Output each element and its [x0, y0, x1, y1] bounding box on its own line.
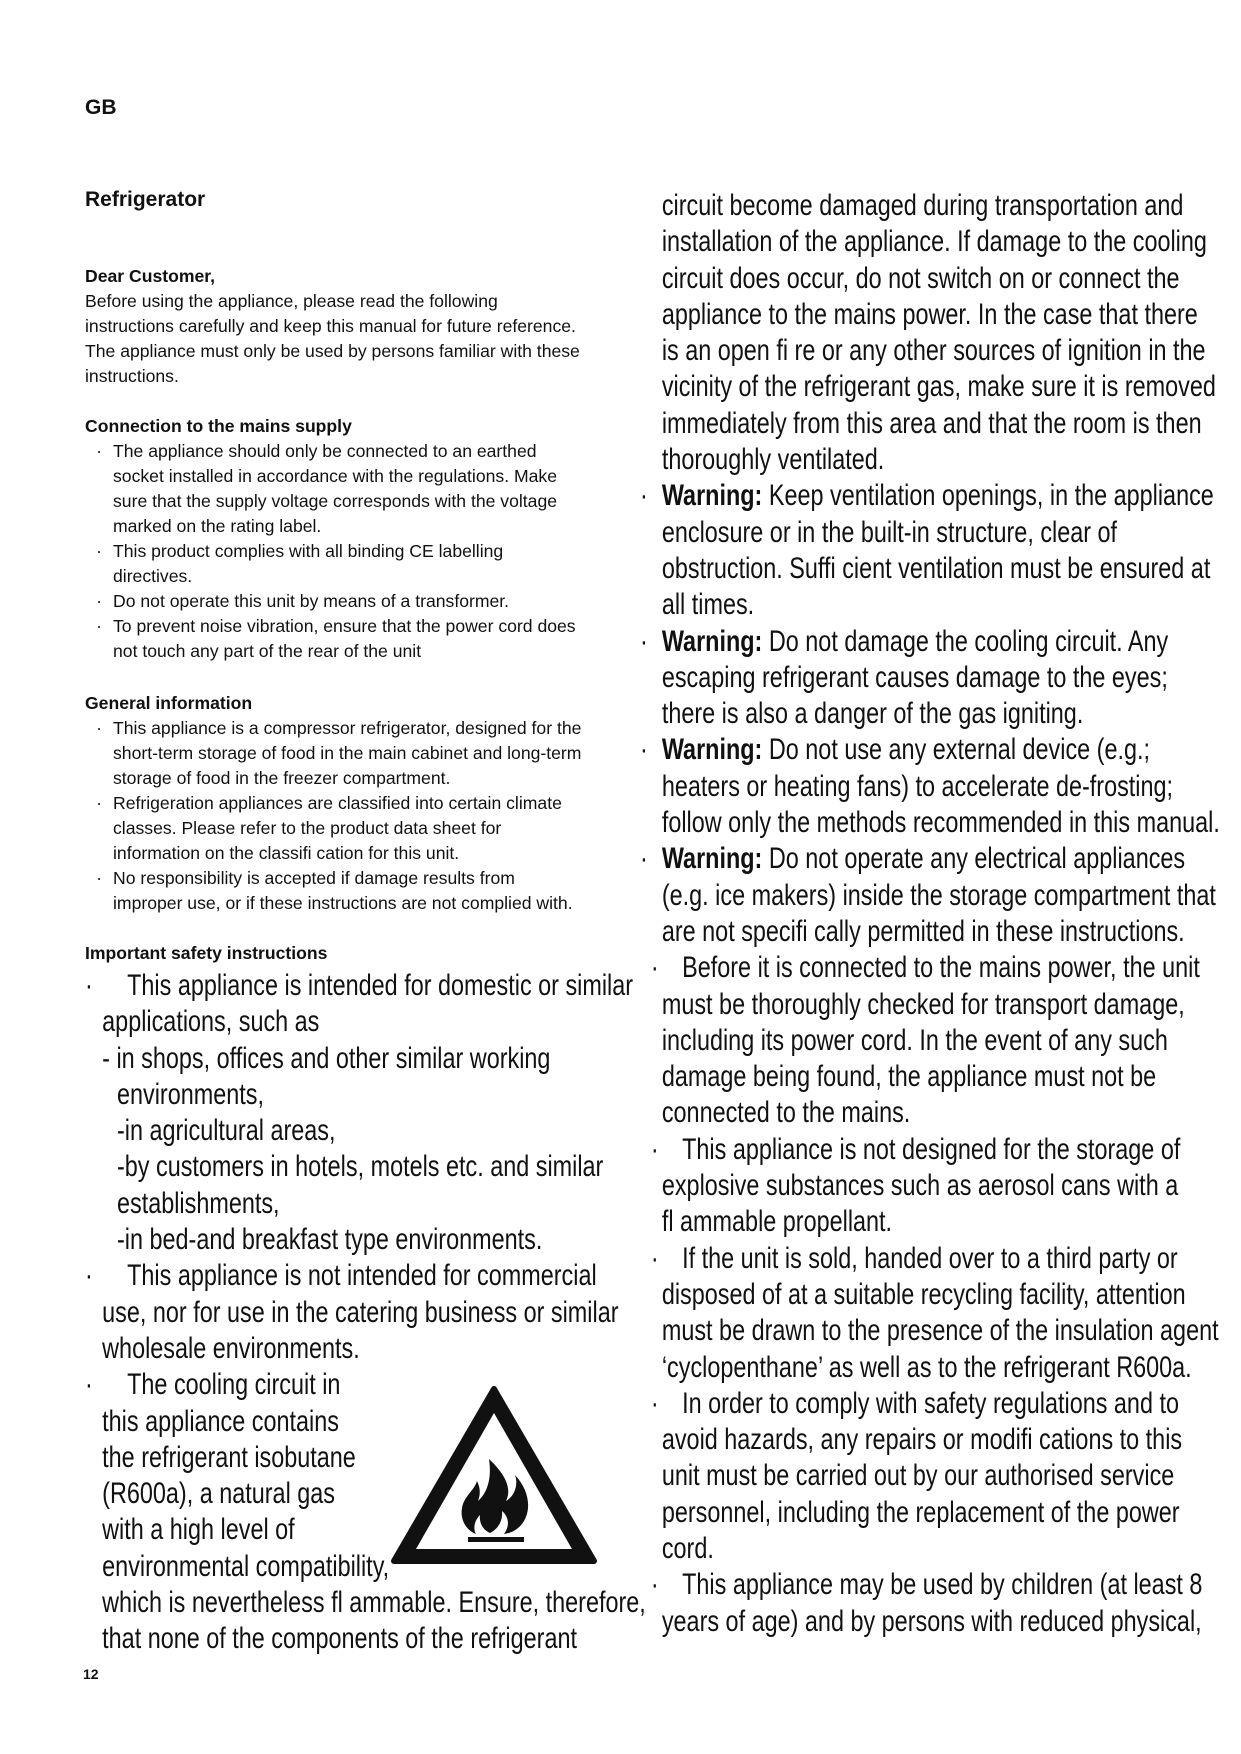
warning-label: Warning: — [661, 842, 763, 876]
text-line: follow only the methods recommended in this manual. — [661, 806, 1220, 840]
text-line: · The cooling circuit in — [85, 1368, 341, 1402]
text-line: cord. — [661, 1531, 714, 1565]
text-line: damage being found, the appliance must not be — [661, 1060, 1157, 1094]
text-line: ‘cyclopenthane’ as well as to the refrigerant R600a. — [661, 1350, 1192, 1384]
text-line: this appliance contains — [102, 1404, 339, 1438]
bullet-line: information on the classifi cation for this unit. — [113, 843, 460, 863]
bullet-line: To prevent noise vibration, ensure that the power cord does — [113, 616, 576, 636]
warning-label: Warning: — [661, 733, 763, 767]
text-line: thoroughly ventilated. — [661, 443, 885, 477]
mains-section — [85, 414, 645, 664]
general-heading: General information — [85, 693, 253, 713]
bullet-line: This product complies with all binding CE labelling — [113, 541, 504, 561]
text-line: obstruction. Suffi cient ventilation must be ensured at — [661, 551, 1211, 585]
text-line: unit must be carried out by our authorised service — [661, 1459, 1175, 1493]
intro-line: instructions carefully and keep this manual for future reference. — [85, 316, 576, 336]
general-bullet — [85, 791, 645, 866]
text-line: connected to the mains. — [661, 1096, 911, 1130]
general-bullet — [85, 716, 645, 791]
text-line: · In order to comply with safety regulations and to — [650, 1386, 1179, 1420]
bullet-line: classes. Please refer to the product data sheet for — [113, 818, 502, 838]
text-line: explosive substances such as aerosol cans with a — [661, 1169, 1179, 1203]
bullet-line: This appliance is a compressor refrigerator, designed for the — [113, 718, 582, 738]
text-line: enclosure or in the built-in structure, clear of — [661, 515, 1118, 549]
bullet-line: No responsibility is accepted if damage results from — [113, 868, 515, 888]
bullet-line: directives. — [113, 566, 193, 586]
bullet-dot: · — [96, 868, 102, 888]
flammable-warning-icon — [388, 1383, 600, 1568]
mains-bullet — [85, 439, 645, 539]
text-line: must be thoroughly checked for transport damage, — [661, 987, 1185, 1021]
text-line: - in shops, offices and other similar working — [102, 1041, 551, 1075]
text-line: wholesale environments. — [102, 1331, 360, 1365]
text-line: years of age) and by persons with reduced physical, — [661, 1604, 1202, 1638]
bullet-line: sure that the supply voltage corresponds with the voltage — [113, 491, 558, 511]
text-line: with a high level of — [102, 1513, 295, 1547]
bullet-dot: · — [96, 541, 102, 561]
mains-bullet — [85, 539, 645, 589]
bullet-line: improper use, or if these instructions are not complied with. — [113, 893, 573, 913]
text-line: -in agricultural areas, — [116, 1114, 336, 1148]
text-line: applications, such as — [102, 1005, 320, 1039]
intro-line: The appliance must only be used by persons familiar with these — [85, 341, 580, 361]
bullet-dot: · — [96, 718, 102, 738]
text-line: personnel, including the replacement of the power — [661, 1495, 1180, 1529]
text-line: use, nor for use in the catering business or similar — [102, 1295, 619, 1329]
general-section — [85, 691, 645, 916]
bullet-dot: · — [96, 591, 102, 611]
bullet-line: storage of food in the freezer compartment. — [113, 768, 451, 788]
bullet-dot: · — [96, 616, 102, 636]
text-line: environmental compatibility, — [102, 1549, 390, 1583]
bullet-line: The appliance should only be connected to an earthed — [113, 441, 537, 461]
text-line: -in bed-and breakfast type environments. — [116, 1223, 543, 1257]
text-line: that none of the components of the refrigerant — [102, 1622, 577, 1656]
dear-customer-heading: Dear Customer, — [85, 266, 216, 286]
text-line: escaping refrigerant causes damage to the eyes; — [661, 660, 1168, 694]
text-line: · Warning: Do not use any external device (e.g.; — [640, 733, 1150, 767]
text-line: · Warning: Keep ventilation openings, in the appliance — [640, 479, 1214, 513]
bullet-dot: · — [96, 793, 102, 813]
text-line: establishments, — [116, 1186, 280, 1220]
text-line: fl ammable propellant. — [661, 1205, 893, 1239]
intro-line: Before using the appliance, please read the following — [85, 291, 498, 311]
safety-section — [85, 941, 645, 966]
text-line: the refrigerant isobutane — [102, 1440, 356, 1474]
mains-bullet — [85, 589, 645, 614]
text-line: (R600a), a natural gas — [102, 1477, 336, 1511]
mains-heading: Connection to the mains supply — [85, 416, 352, 436]
warning-label: Warning: — [661, 479, 763, 513]
mains-bullet — [85, 614, 645, 664]
text-line: appliance to the mains power. In the case that there — [661, 297, 1198, 331]
text-line: · If the unit is sold, handed over to a third party or — [650, 1241, 1178, 1275]
intro-line: instructions. — [85, 366, 179, 386]
text-line: avoid hazards, any repairs or modifi cations to this — [661, 1423, 1183, 1457]
text-line: · This appliance is not intended for commercial — [85, 1259, 597, 1293]
bullet-line: socket installed in accordance with the regulations. Make — [113, 466, 557, 486]
text-line: · Before it is connected to the mains power, the unit — [650, 951, 1200, 985]
dear-customer-section — [85, 264, 645, 389]
text-line: circuit does occur, do not switch on or connect the — [661, 261, 1180, 295]
bullet-line: not touch any part of the rear of the unit — [113, 641, 422, 661]
bullet-line: marked on the rating label. — [113, 516, 322, 536]
safety-heading: Important safety instructions — [85, 943, 328, 963]
text-line: installation of the appliance. If damage to the cooling — [661, 225, 1207, 259]
text-line: circuit become damaged during transportation and — [661, 189, 1184, 222]
page-title: Refrigerator — [85, 188, 206, 211]
text-line: · This appliance is intended for domestic or similar — [85, 969, 634, 1002]
text-line: must be drawn to the presence of the insulation agent — [661, 1314, 1219, 1348]
bullet-dot: · — [96, 441, 102, 461]
text-line: · This appliance is not designed for the storage of — [650, 1132, 1181, 1166]
text-line: which is nevertheless fl ammable. Ensure, therefore, — [102, 1586, 646, 1620]
text-line: there is also a danger of the gas igniting. — [661, 697, 1084, 731]
bullet-line: short-term storage of food in the main cabinet and long-term — [113, 743, 582, 763]
safety-text-right — [640, 188, 1225, 1640]
text-line: are not specifi cally permitted in these instructions. — [661, 914, 1185, 948]
text-line: immediately from this area and that the room is then — [661, 406, 1202, 440]
text-line: all times. — [661, 588, 755, 622]
text-line: · This appliance may be used by children (at least 8 — [650, 1568, 1203, 1602]
text-line: vicinity of the refrigerant gas, make sure it is removed — [661, 370, 1216, 404]
general-bullet — [85, 866, 645, 916]
bullet-line: Refrigeration appliances are classified into certain climate — [113, 793, 562, 813]
text-line: disposed of at a suitable recycling facility, attention — [661, 1277, 1186, 1311]
text-line: -by customers in hotels, motels etc. and similar — [116, 1150, 604, 1184]
page-number: 12 — [83, 1666, 99, 1682]
language-code: GB — [85, 96, 117, 119]
text-line: environments, — [116, 1077, 264, 1111]
text-line: including its power cord. In the event of any such — [661, 1023, 1168, 1057]
text-line: (e.g. ice makers) inside the storage compartment that — [661, 878, 1216, 912]
text-line: · Warning: Do not damage the cooling circuit. Any — [640, 624, 1169, 658]
warning-label: Warning: — [661, 624, 763, 658]
text-line: heaters or heating fans) to accelerate de-frosting; — [661, 769, 1174, 803]
text-line: · Warning: Do not operate any electrical appliances — [640, 842, 1186, 876]
bullet-line: Do not operate this unit by means of a transformer. — [113, 591, 510, 611]
text-line: is an open fi re or any other sources of ignition in the — [661, 334, 1206, 368]
